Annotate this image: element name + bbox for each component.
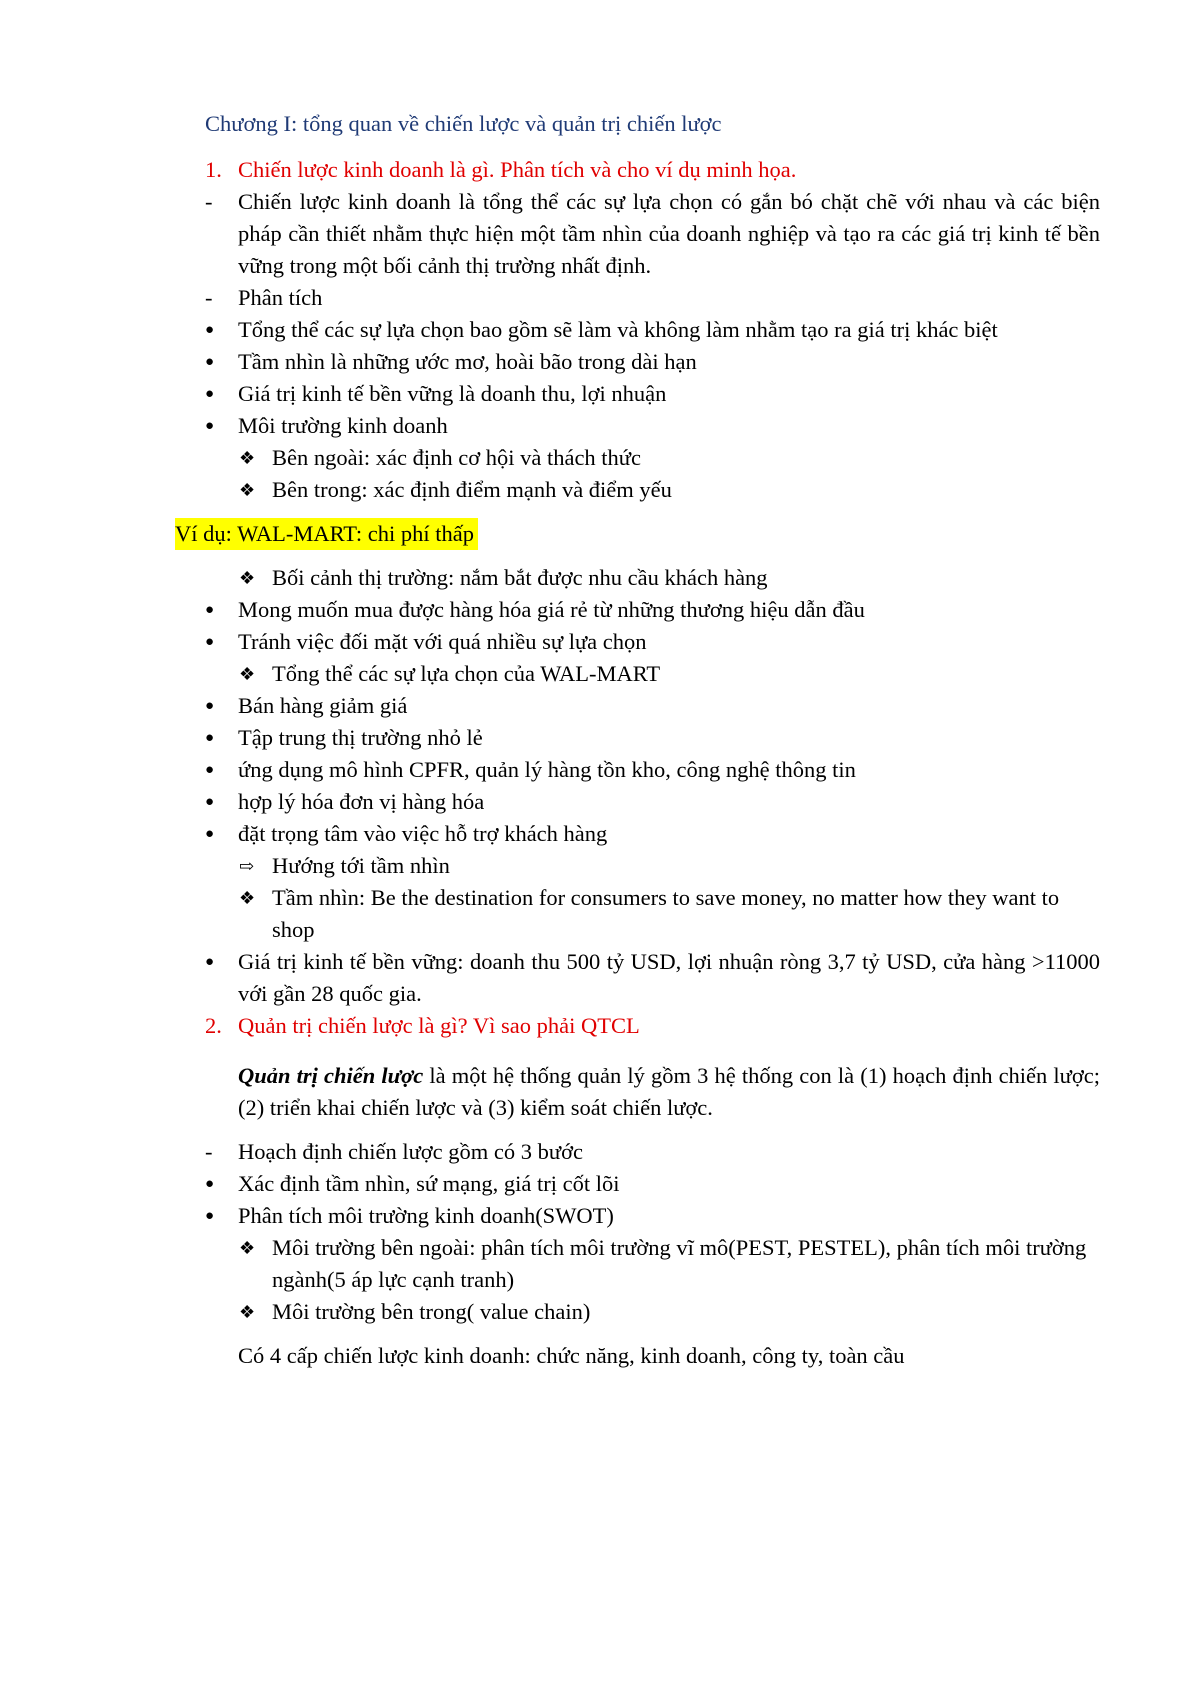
list-item-text: Tổng thể các sự lựa chọn bao gồm sẽ làm và không làm nhằm tạo ra giá trị khác biệt [238, 317, 998, 342]
dash-marker: - [205, 1139, 213, 1164]
qtcl-definition [205, 1060, 1100, 1124]
document-body [175, 108, 1100, 1372]
sub-list-item [205, 1232, 1100, 1296]
sub-list-item-text: Bên trong: xác định điểm mạnh và điểm yếu [272, 477, 672, 502]
planning-item [205, 1136, 1100, 1168]
definition-text: Chiến lược kinh doanh là tổng thể các sự lựa chọn có gắn bó chặt chẽ với nhau và các biện pháp cần thiết nhằm thực hiện một tầm nhìn của doanh nghiệp và tạo ra các giá trị kinh tế bền vững trong một bối cảnh thị trường nhất định. [238, 189, 1100, 278]
list-item [205, 1168, 1100, 1200]
list-item [205, 722, 1100, 754]
sub-list-item [205, 442, 1100, 474]
bullet-dot-icon: ● [205, 418, 215, 434]
list-item [205, 1200, 1100, 1232]
list-item [205, 378, 1100, 410]
diamond-bullet-icon: ❖ [239, 664, 256, 684]
bullet-dot-icon: ● [205, 762, 215, 778]
list-item-text: Tầm nhìn là những ước mơ, hoài bão trong dài hạn [238, 349, 697, 374]
analysis-item [205, 282, 1100, 314]
bullet-dot-icon: ● [205, 354, 215, 370]
bullet-dot-icon: ● [205, 1208, 215, 1224]
list-item-text: Giá trị kinh tế bền vững là doanh thu, lợi nhuận [238, 381, 667, 406]
diamond-bullet-icon: ❖ [239, 448, 256, 468]
dash-marker: - [205, 189, 213, 214]
sub-list-item [205, 850, 1100, 882]
question-2-text: Quản trị chiến lược là gì? Vì sao phải QTCL [238, 1013, 640, 1038]
spacer [205, 550, 1100, 562]
sub-list-item [205, 562, 1100, 594]
list-item-text: Tập trung thị trường nhỏ lẻ [238, 725, 483, 750]
list-item [205, 818, 1100, 850]
strategy-levels: Có 4 cấp chiến lược kinh doanh: chức năng, kinh doanh, công ty, toàn cầu [238, 1343, 905, 1368]
sub-list-item-text: Bên ngoài: xác định cơ hội và thách thức [272, 445, 641, 470]
dash-marker: - [205, 285, 213, 310]
spacer [205, 1042, 1100, 1060]
spacer [205, 1124, 1100, 1136]
list-number: 1. [205, 157, 222, 182]
bullet-dot-icon: ● [205, 794, 215, 810]
list-item-text: Tránh việc đối mặt với quá nhiều sự lựa chọn [238, 629, 647, 654]
sub-list-item-text: Tổng thể các sự lựa chọn của WAL-MART [272, 661, 661, 686]
bullet-dot-icon: ● [205, 826, 215, 842]
sub-list-item-text: Tầm nhìn: Be the destination for consumers to save money, no matter how they want to shop [272, 885, 1060, 942]
diamond-bullet-icon: ❖ [239, 1302, 256, 1322]
sub-list-item [205, 474, 1100, 506]
highlighted-example-label: Ví dụ: WAL-MART: chi phí thấp [175, 518, 478, 550]
question-1 [205, 154, 1100, 186]
qtcl-definition-text: là một hệ thống quản lý gồm 3 hệ thống con là (1) hoạch định chiến lược;(2) triển khai chiến lược và (3) kiểm soát chiến lược. [238, 1063, 1100, 1120]
list-item-text: đặt trọng tâm vào việc hỗ trợ khách hàng [238, 821, 608, 846]
bullet-dot-icon: ● [205, 698, 215, 714]
question-1-text: Chiến lược kinh doanh là gì. Phân tích và cho ví dụ minh họa. [238, 157, 797, 182]
sub-list-item-text: Môi trường bên ngoài: phân tích môi trường vĩ mô(PEST, PESTEL), phân tích môi trường ngành(5 áp lực cạnh tranh) [272, 1235, 1087, 1292]
analysis-label: Phân tích [238, 285, 323, 310]
bullet-dot-icon: ● [205, 322, 215, 338]
list-item [205, 410, 1100, 442]
planning-label: Hoạch định chiến lược gồm có 3 bước [238, 1139, 583, 1164]
bullet-dot-icon: ● [205, 634, 215, 650]
list-item-text: Xác định tầm nhìn, sứ mạng, giá trị cốt lõi [238, 1171, 620, 1196]
list-item-text: Bán hàng giảm giá [238, 693, 408, 718]
spacer [205, 506, 1100, 518]
list-item [205, 314, 1100, 346]
bullet-dot-icon: ● [205, 954, 215, 970]
spacer [205, 1328, 1100, 1340]
list-number: 2. [205, 1013, 222, 1038]
bullet-dot-icon: ● [205, 386, 215, 402]
list-item-text: Giá trị kinh tế bền vững: doanh thu 500 tỷ USD, lợi nhuận ròng 3,7 tỷ USD, cửa hàng >11000 với gần 28 quốc gia. [238, 949, 1100, 1006]
chapter-heading: Chương I: tổng quan về chiến lược và quản trị chiến lược [205, 111, 722, 136]
qtcl-term: Quản trị chiến lược [238, 1063, 424, 1088]
list-item-text: Môi trường kinh doanh [238, 413, 448, 438]
list-item-text: Phân tích môi trường kinh doanh(SWOT) [238, 1203, 614, 1228]
diamond-bullet-icon: ❖ [239, 888, 256, 908]
list-item [205, 690, 1100, 722]
list-item [205, 946, 1100, 1010]
sub-list-item-text: Môi trường bên trong( value chain) [272, 1299, 591, 1324]
definition-item [205, 186, 1100, 282]
bullet-dot-icon: ● [205, 730, 215, 746]
sub-list-item [205, 1296, 1100, 1328]
list-item-text: Mong muốn mua được hàng hóa giá rẻ từ những thương hiệu dẫn đầu [238, 597, 865, 622]
example-heading [175, 518, 1100, 550]
list-item [205, 346, 1100, 378]
list-item-text: hợp lý hóa đơn vị hàng hóa [238, 789, 485, 814]
list-item [205, 754, 1100, 786]
list-item-text: ứng dụng mô hình CPFR, quản lý hàng tồn kho, công nghệ thông tin [238, 757, 856, 782]
list-item [205, 786, 1100, 818]
sub-list-item [205, 658, 1100, 690]
bullet-dot-icon: ● [205, 1176, 215, 1192]
diamond-bullet-icon: ❖ [239, 480, 256, 500]
diamond-bullet-icon: ❖ [239, 1238, 256, 1258]
list-item [205, 594, 1100, 626]
bullet-dot-icon: ● [205, 602, 215, 618]
list-item [205, 626, 1100, 658]
sub-list-item-text: Hướng tới tầm nhìn [272, 853, 450, 878]
diamond-bullet-icon: ❖ [239, 568, 256, 588]
question-2 [205, 1010, 1100, 1042]
arrow-bullet-icon: ⇨ [239, 856, 255, 876]
sub-list-item [205, 882, 1100, 946]
sub-list-item-text: Bối cảnh thị trường: nắm bắt được nhu cầu khách hàng [272, 565, 768, 590]
